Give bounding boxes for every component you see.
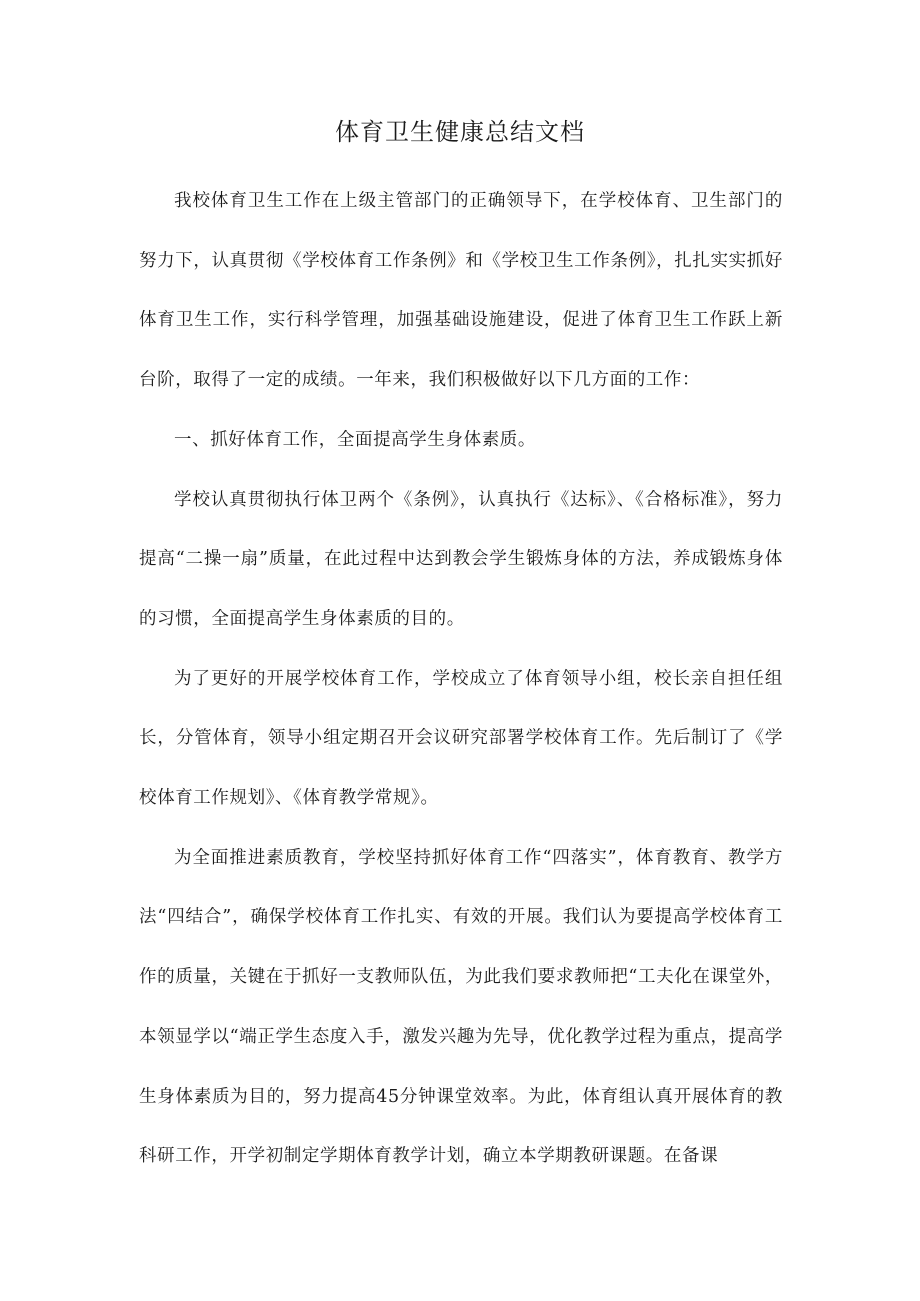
document-body [139, 172, 783, 1187]
paragraph-intro: 我校体育卫生工作在上级主管部门的正确领导下，在学校体育、卫生部门的努力下，认真贯彻《学校体育工作条例》和《学校卫生工作条例》，扎扎实实抓好体育卫生工作，实行科学管理，加强基础设施建设，促进了体育卫生工作跃上新台阶，取得了一定的成绩。一年来，我们积极做好以下几方面的工作： [139, 191, 783, 391]
paragraph-leadership-group: 为了更好的开展学校体育工作，学校成立了体育领导小组，校长亲自担任组长，分管体育，领导小组定期召开会议研究部署学校体育工作。先后制订了《学校体育工作规划》、《体育教学常规》。 [139, 668, 783, 809]
paragraph-quality-education: 为全面推进素质教育，学校坚持抓好体育工作“四落实”，体育教育、教学方法“四结合”，确保学校体育工作扎实、有效的开展。我们认为要提高学校体育工作的质量，关键在于抓好一支教师队伍，为此我们要求教师把“工夫化在课堂外，本领显学以“端正学生态度入手，激发兴趣为先导，优化教学过程为重点，提高学生身体素质为目的，努力提高45分钟课堂效率。为此，体育组认真开展体育的教科研工作，开学初制定学期体育教学计划，确立本学期教研课题。在备课 [139, 847, 783, 1167]
document-title: 体育卫生健康总结文档 [335, 118, 585, 146]
section-heading-sports: 一、抓好体育工作，全面提高学生身体素质。 [174, 429, 536, 450]
paragraph-regulations: 学校认真贯彻执行体卫两个《条例》，认真执行《达标》、《合格标准》，努力提高“二操一扇”质量，在此过程中达到教会学生锻炼身体的方法，养成锻炼身体的习惯，全面提高学生身体素质的目的。 [139, 489, 783, 629]
